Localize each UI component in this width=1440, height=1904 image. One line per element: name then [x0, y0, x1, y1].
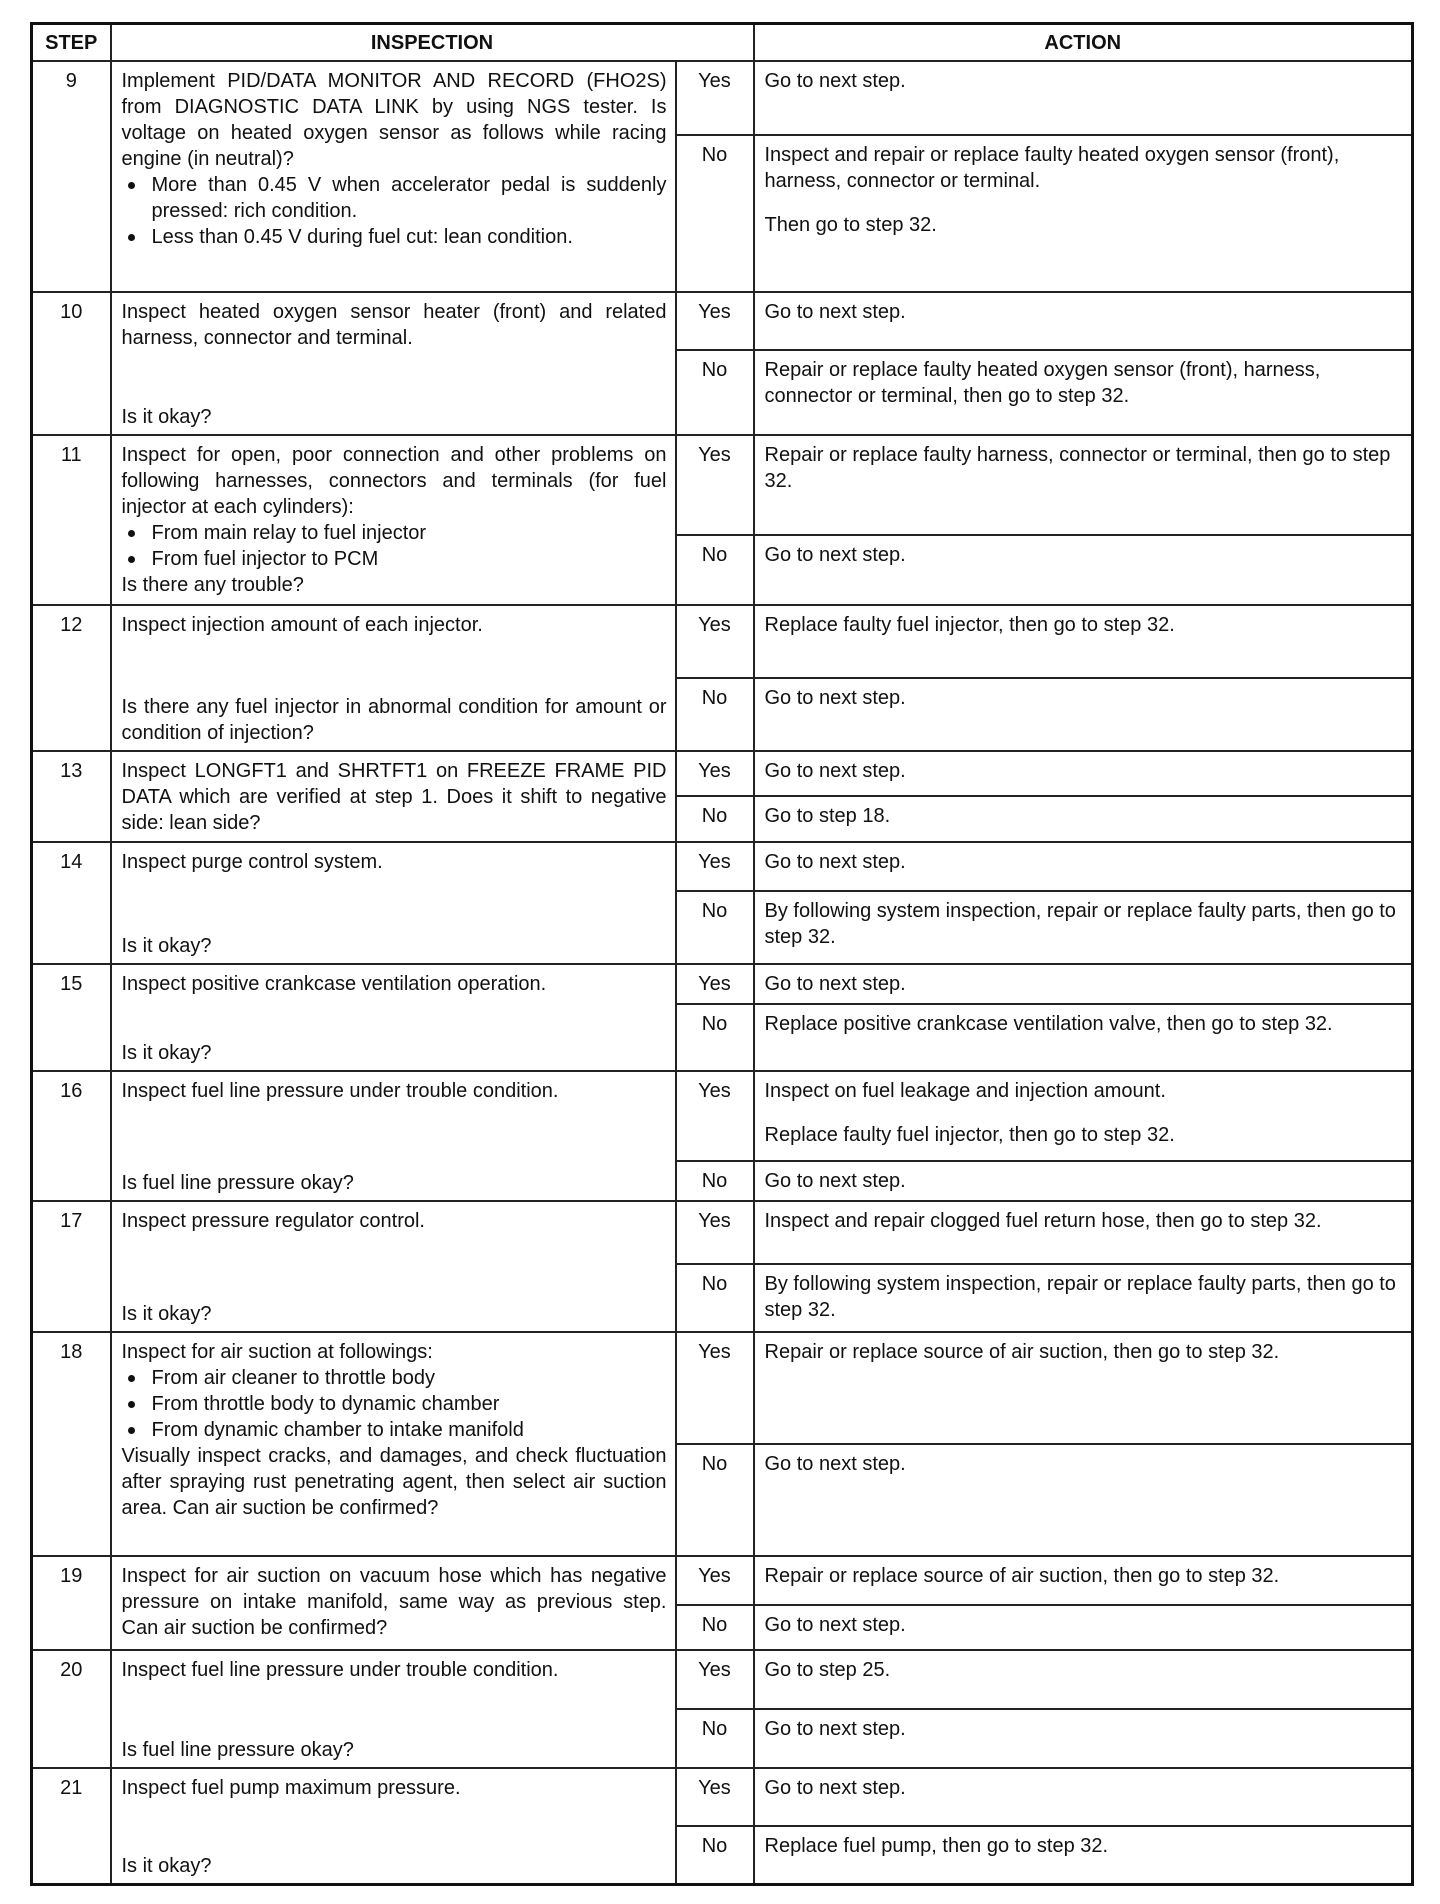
table-row-yes: [32, 1071, 1413, 1161]
table-row-yes: [32, 435, 1413, 535]
inspection-content: [122, 1208, 667, 1327]
inspection-bullets: [122, 520, 667, 572]
yes-action: [754, 1332, 1413, 1444]
bullet-item: From fuel injector to PCM: [122, 546, 667, 572]
inspection-cell: [111, 1650, 676, 1768]
inspection-followup: Visually inspect cracks, and damages, and check fluctuation after spraying rust penetrating agent, then select air suction area. Can air suction be confirmed?: [121, 1445, 667, 1519]
no-action: [754, 1004, 1413, 1071]
action-text: Repair or replace source of air suction, then go to step 32.: [764, 1565, 1280, 1587]
table-row-yes: [32, 1201, 1413, 1264]
action-text: Go to next step.: [764, 70, 906, 92]
table-row-yes: [32, 751, 1413, 796]
action-text: Inspect on fuel leakage and injection amount.: [764, 1080, 1166, 1102]
inspection-cell: [111, 435, 676, 605]
header-row: [32, 24, 1413, 62]
no-action: [754, 535, 1413, 605]
inspection-main: [122, 1078, 667, 1104]
no-label: No: [676, 1826, 754, 1884]
yes-action: [754, 751, 1413, 796]
yes-action: [754, 292, 1413, 350]
inspection-question: Is it okay?: [121, 1042, 212, 1064]
no-label: No: [676, 535, 754, 605]
inspection-question: Is it okay?: [121, 935, 212, 957]
no-label: No: [676, 678, 754, 751]
no-label: No: [676, 135, 754, 292]
no-label: No: [676, 1709, 754, 1768]
inspection-question: Is it okay?: [121, 1303, 212, 1325]
no-action: [754, 135, 1413, 292]
inspection-text: Inspect LONGFT1 and SHRTFT1 on FREEZE FRAME PID DATA which are verified at step 1. Does it shift to negative side: lean side?: [121, 760, 667, 834]
inspection-cell: [111, 1556, 676, 1650]
inspection-main: [122, 442, 667, 598]
action-text: Go to step 18.: [764, 805, 891, 827]
no-action: [754, 350, 1413, 435]
yes-label: Yes: [676, 1071, 754, 1161]
action-text: Replace faulty fuel injector, then go to step 32.: [764, 614, 1175, 636]
inspection-question: Is it okay?: [121, 406, 212, 428]
no-action: [754, 1444, 1413, 1556]
inspection-cell: [111, 1768, 676, 1885]
inspection-cell: [111, 605, 676, 751]
table-row-yes: [32, 1556, 1413, 1605]
table-row-yes: [32, 1768, 1413, 1826]
no-action: [754, 1709, 1413, 1768]
step-number: 13: [32, 751, 111, 842]
bullet-item: More than 0.45 V when accelerator pedal is suddenly pressed: rich condition.: [122, 172, 667, 224]
inspection-cell: [111, 1332, 676, 1556]
header-step: STEP: [32, 24, 111, 62]
yes-action: [754, 842, 1413, 891]
yes-label: Yes: [676, 1650, 754, 1709]
inspection-content: [122, 758, 667, 837]
action-text: Go to next step.: [764, 851, 906, 873]
action-text: Repair or replace faulty harness, connector or terminal, then go to step 32.: [764, 444, 1391, 492]
step-number: 15: [32, 964, 111, 1071]
diagnostic-table: [30, 22, 1414, 1886]
yes-action: [754, 61, 1413, 135]
yes-label: Yes: [676, 1768, 754, 1826]
inspection-text: Inspect pressure regulator control.: [121, 1210, 425, 1232]
action-text: Go to next step.: [764, 301, 906, 323]
step-number: 20: [32, 1650, 111, 1768]
inspection-main: [122, 758, 667, 836]
yes-label: Yes: [676, 292, 754, 350]
inspection-content: [122, 849, 667, 959]
step-number: 16: [32, 1071, 111, 1201]
step-number: 18: [32, 1332, 111, 1556]
action-text: Then go to step 32.: [764, 214, 937, 236]
bullet-item: Less than 0.45 V during fuel cut: lean condition.: [122, 224, 667, 250]
inspection-question: Is fuel line pressure okay?: [121, 1739, 354, 1761]
inspection-main: [122, 971, 667, 997]
yes-label: Yes: [676, 751, 754, 796]
inspection-main: [122, 68, 667, 250]
inspection-text: Inspect heated oxygen sensor heater (front) and related harness, connector and terminal.: [121, 301, 667, 349]
inspection-bullets: [122, 172, 667, 250]
bullet-item: From main relay to fuel injector: [122, 520, 667, 546]
inspection-text: Inspect positive crankcase ventilation operation.: [121, 973, 547, 995]
inspection-cell: [111, 292, 676, 435]
no-label: No: [676, 891, 754, 964]
no-label: No: [676, 1161, 754, 1201]
inspection-main: [122, 299, 667, 351]
no-label: No: [676, 1444, 754, 1556]
action-text: By following system inspection, repair or replace faulty parts, then go to step 32.: [764, 1273, 1396, 1321]
bullet-item: From dynamic chamber to intake manifold: [122, 1417, 667, 1443]
yes-label: Yes: [676, 1332, 754, 1444]
table-row-yes: [32, 292, 1413, 350]
no-action: [754, 678, 1413, 751]
yes-label: Yes: [676, 1556, 754, 1605]
no-label: No: [676, 1264, 754, 1332]
inspection-main: [122, 1657, 667, 1683]
action-text: Inspect and repair or replace faulty heated oxygen sensor (front), harness, connector or terminal.: [764, 144, 1340, 192]
action-text: Replace fuel pump, then go to step 32.: [764, 1835, 1109, 1858]
yes-action: [754, 1556, 1413, 1605]
bullet-item: From throttle body to dynamic chamber: [122, 1391, 667, 1417]
yes-action: [754, 1071, 1413, 1161]
header-inspection: INSPECTION: [111, 24, 754, 62]
inspection-cell: [111, 964, 676, 1071]
inspection-question: Is it okay?: [121, 1855, 212, 1877]
yes-action: [754, 1201, 1413, 1264]
inspection-cell: [111, 1071, 676, 1201]
inspection-main: [122, 849, 667, 875]
action-text: Repair or replace faulty heated oxygen sensor (front), harness, connector or terminal, then go to step 32.: [764, 359, 1321, 407]
inspection-question: Is fuel line pressure okay?: [121, 1172, 354, 1194]
action-text: Go to next step.: [764, 1453, 906, 1475]
inspection-content: [122, 1563, 667, 1645]
inspection-content: [122, 1657, 667, 1763]
table-row-yes: [32, 1332, 1413, 1444]
inspection-bullets: [122, 1365, 667, 1443]
action-text: Go to next step.: [764, 1718, 906, 1740]
inspection-main: [122, 612, 667, 638]
action-text: Replace positive crankcase ventilation valve, then go to step 32.: [764, 1013, 1333, 1035]
inspection-content: [122, 1775, 667, 1879]
inspection-text: Inspect fuel line pressure under trouble condition.: [121, 1080, 559, 1102]
inspection-content: [122, 612, 667, 746]
step-number: 11: [32, 435, 111, 605]
no-action: [754, 1264, 1413, 1332]
yes-action: [754, 1768, 1413, 1826]
action-text: Replace faulty fuel injector, then go to step 32.: [764, 1124, 1175, 1146]
step-number: 10: [32, 292, 111, 435]
action-text: Go to next step.: [764, 760, 906, 782]
inspection-main: [122, 1563, 667, 1641]
table-row-yes: [32, 964, 1413, 1004]
inspection-content: [122, 68, 667, 287]
no-label: No: [676, 1605, 754, 1650]
inspection-content: [122, 442, 667, 600]
action-text: Go to step 25.: [764, 1659, 891, 1681]
no-action: [754, 1161, 1413, 1201]
no-label: No: [676, 350, 754, 435]
inspection-text: Inspect for air suction at followings:: [121, 1341, 433, 1363]
inspection-text: Inspect fuel line pressure under trouble condition.: [121, 1659, 559, 1681]
inspection-main: [122, 1339, 667, 1521]
inspection-content: [122, 299, 667, 430]
step-number: 17: [32, 1201, 111, 1332]
no-action: [754, 891, 1413, 964]
header-action: ACTION: [754, 24, 1413, 62]
table-row-yes: [32, 1650, 1413, 1709]
action-text: Go to next step.: [764, 973, 906, 995]
table-row-yes: [32, 842, 1413, 891]
inspection-content: [122, 971, 667, 1066]
inspection-text: Inspect fuel pump maximum pressure.: [121, 1777, 461, 1799]
inspection-text: Inspect injection amount of each injector.: [121, 614, 483, 636]
inspection-main: [122, 1208, 667, 1234]
inspection-text: Implement PID/DATA MONITOR AND RECORD (FHO2S) from DIAGNOSTIC DATA LINK by using NGS tester. Is voltage on heated oxygen sensor as follows while racing engine (in neutral)?: [121, 70, 667, 170]
step-number: 14: [32, 842, 111, 964]
action-text: Go to next step.: [764, 1170, 906, 1192]
step-number: 9: [32, 61, 111, 292]
inspection-cell: [111, 61, 676, 292]
yes-label: Yes: [676, 842, 754, 891]
action-text: Repair or replace source of air suction, then go to step 32.: [764, 1341, 1280, 1363]
step-number: 21: [32, 1768, 111, 1885]
action-text: Inspect and repair clogged fuel return hose, then go to step 32.: [764, 1210, 1322, 1232]
action-text: Go to next step.: [764, 1614, 906, 1636]
no-action: [754, 1605, 1413, 1650]
yes-action: [754, 605, 1413, 678]
yes-label: Yes: [676, 605, 754, 678]
yes-label: Yes: [676, 964, 754, 1004]
inspection-question: Is there any fuel injector in abnormal condition for amount or condition of injection?: [121, 696, 667, 744]
no-label: No: [676, 1004, 754, 1071]
inspection-followup: Is there any trouble?: [121, 574, 304, 596]
inspection-content: [122, 1078, 667, 1196]
yes-label: Yes: [676, 61, 754, 135]
inspection-text: Inspect for air suction on vacuum hose which has negative pressure on intake manifold, same way as previous step. Can air suction be confirmed?: [121, 1565, 667, 1639]
action-text: Go to next step.: [764, 544, 906, 566]
no-action: [754, 1826, 1413, 1884]
yes-action: [754, 964, 1413, 1004]
table-row-yes: [32, 61, 1413, 135]
inspection-cell: [111, 1201, 676, 1332]
inspection-cell: [111, 842, 676, 964]
inspection-cell: [111, 751, 676, 842]
inspection-main: [122, 1775, 667, 1801]
yes-action: [754, 435, 1413, 535]
yes-action: [754, 1650, 1413, 1709]
step-number: 19: [32, 1556, 111, 1650]
no-action: [754, 796, 1413, 842]
yes-label: Yes: [676, 1201, 754, 1264]
table-row-yes: [32, 605, 1413, 678]
action-text: Go to next step.: [764, 687, 906, 709]
yes-label: Yes: [676, 435, 754, 535]
action-text: Go to next step.: [764, 1777, 906, 1799]
inspection-text: Inspect purge control system.: [121, 851, 383, 873]
step-number: 12: [32, 605, 111, 751]
no-label: No: [676, 796, 754, 842]
table-body: [32, 61, 1413, 1885]
inspection-content: [122, 1339, 667, 1551]
bullet-item: From air cleaner to throttle body: [122, 1365, 667, 1391]
action-text: By following system inspection, repair or replace faulty parts, then go to step 32.: [764, 900, 1396, 948]
inspection-text: Inspect for open, poor connection and other problems on following harnesses, connectors and terminals (for fuel injector at each cylinders):: [121, 444, 667, 518]
